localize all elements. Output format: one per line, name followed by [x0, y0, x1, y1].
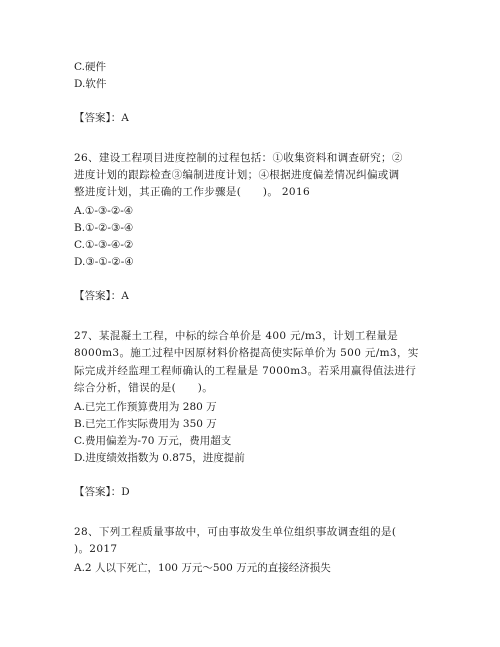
option-c: C.硬件	[74, 61, 106, 73]
question-27-line-3: 际完成并经监理工程师确认的工程量是 7000m3。若采用赢得值法进行	[74, 365, 417, 377]
option-d: D.软件	[74, 78, 107, 90]
question-26-option-d: D.③-①-②-④	[74, 256, 134, 268]
question-27-line-4: 综合分析，错误的是( )。	[74, 382, 214, 394]
question-27-option-b: B.已完工作实际费用为 350 万	[74, 418, 217, 430]
question-27-option-d: D.进度绩效指数为 0.875，进度提前	[74, 452, 245, 464]
answer-label: 【答案】：A	[74, 290, 129, 302]
question-28-line-2: )。2017	[74, 543, 118, 555]
question-26-line-2: 进度计划的跟踪检查③编制进度计划；④根据进度偏差情况纠偏或调	[74, 169, 400, 181]
question-27-option-a: A.已完工作预算费用为 280 万	[74, 401, 217, 413]
question-27-line-1: 27、某混凝土工程，中标的综合单价是 400 元/m3，计划工程量是	[74, 330, 399, 342]
question-26-option-c: C.①-③-④-②	[74, 239, 134, 251]
question-27-line-2: 8000m3。施工过程中因原材料价格提高使实际单价为 500 元/m3，实	[74, 347, 419, 359]
question-28-option-a: A.2 人以下死亡，100 万元～500 万元的直接经济损失	[74, 562, 331, 574]
question-26-option-b: B.①-②-③-④	[74, 222, 134, 234]
question-26-line-3: 整进度计划，其正确的工作步骤是( )。 2016	[74, 186, 311, 198]
answer-label: 【答案】：D	[74, 486, 130, 498]
question-28-line-1: 28、下列工程质量事故中，可由事故发生单位组织事故调查组的是(	[74, 526, 397, 538]
question-27-option-c: C.费用偏差为-70 万元，费用超支	[74, 435, 232, 447]
answer-label: 【答案】：A	[74, 112, 129, 124]
question-26-option-a: A.①-③-②-④	[74, 205, 134, 217]
question-26-line-1: 26、建设工程项目进度控制的过程包括：①收集资料和调查研究；②	[74, 152, 403, 164]
